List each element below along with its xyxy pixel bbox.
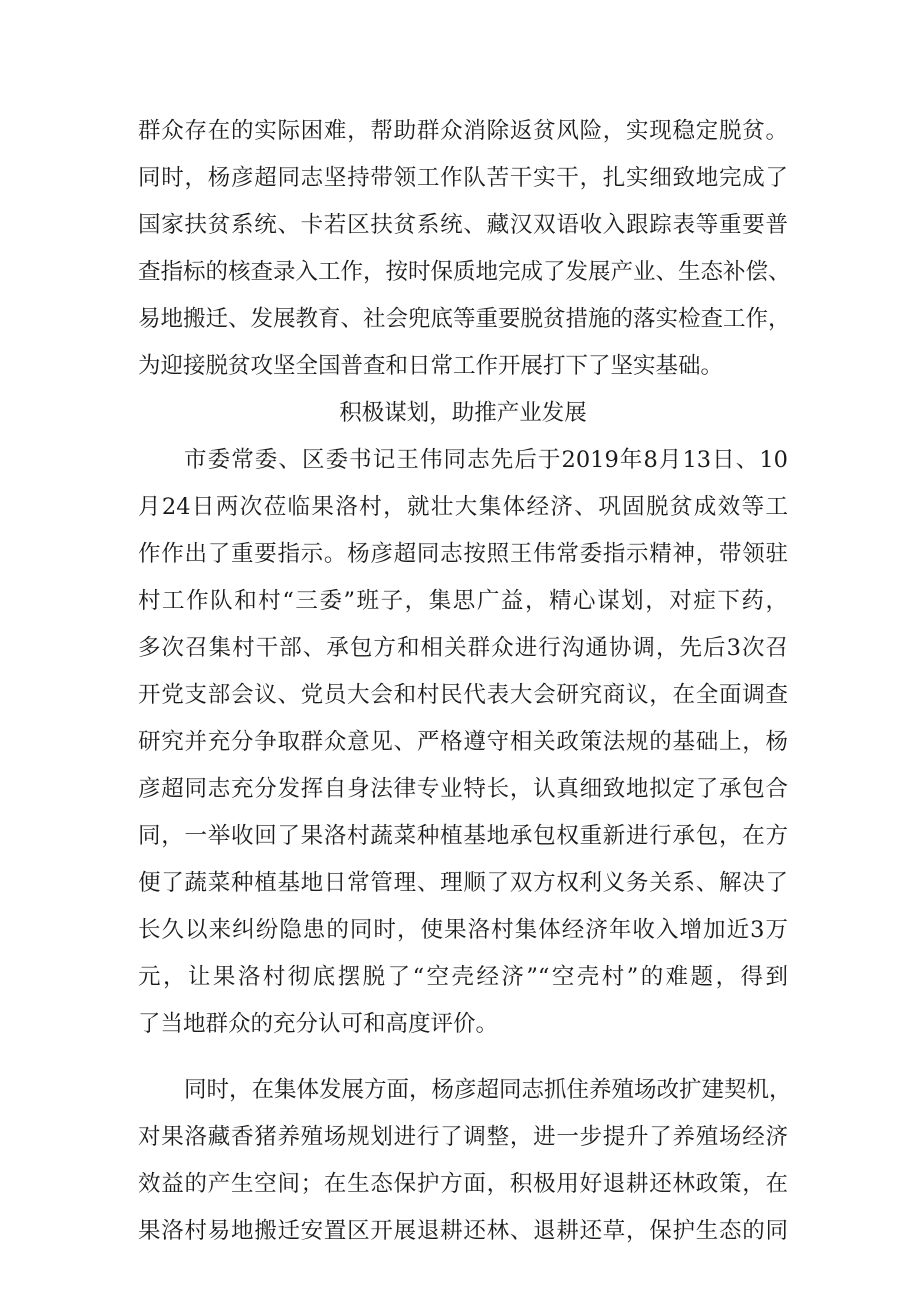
text-line-21: 同时，在集体发展方面，杨彦超同志抓住养殖场改扩建契机， xyxy=(184,1077,792,1103)
text-line-17: 便了蔬菜种植基地日常管理、理顺了双方权利义务关系、解决了 xyxy=(138,870,788,896)
text-line-15: 彦超同志充分发挥自身法律专业特长，认真细致地拟定了承包合 xyxy=(138,776,788,802)
text-line-8: 市委常委、区委书记王伟同志先后于2019年8月13日、10 xyxy=(184,447,788,473)
section-heading: 积极谋划，助推产业发展 xyxy=(339,400,587,426)
text-line-9: 月24日两次莅临果洛村，就壮大集体经济、巩固脱贫成效等工 xyxy=(138,494,788,520)
text-line-18: 长久以来纠纷隐患的同时，使果洛村集体经济年收入增加近3万 xyxy=(138,917,788,943)
text-line-16: 同，一举收回了果洛村蔬菜种植基地承包权重新进行承包，在方 xyxy=(138,823,788,849)
text-line-2: 同时，杨彦超同志坚持带领工作队苦干实干，扎实细致地完成了 xyxy=(138,165,788,191)
text-line-10: 作作出了重要指示。杨彦超同志按照王伟常委指示精神，带领驻 xyxy=(138,541,788,567)
text-line-13: 开党支部会议、党员大会和村民代表大会研究商议，在全面调查 xyxy=(138,682,788,708)
text-line-12: 多次召集村干部、承包方和相关群众进行沟通协调，先后3次召 xyxy=(138,635,788,661)
text-line-20: 了当地群众的充分认可和高度评价。 xyxy=(138,1011,499,1037)
text-line-4: 查指标的核查录入工作，按时保质地完成了发展产业、生态补偿、 xyxy=(138,259,791,285)
text-line-22: 对果洛藏香猪养殖场规划进行了调整，进一步提升了养殖场经济 xyxy=(138,1124,788,1150)
text-line-6: 为迎接脱贫攻坚全国普查和日常工作开展打下了坚实基础。 xyxy=(138,353,724,379)
text-line-11: 村工作队和村“三委”班子，集思广益，精心谋划，对症下药， xyxy=(138,588,788,614)
text-line-24: 果洛村易地搬迁安置区开展退耕还林、退耕还草，保护生态的同 xyxy=(138,1218,788,1244)
text-line-5: 易地搬迁、发展教育、社会兜底等重要脱贫措施的落实检查工作， xyxy=(138,306,791,332)
text-line-1: 群众存在的实际困难，帮助群众消除返贫风险，实现稳定脱贫。 xyxy=(138,118,788,144)
text-line-3: 国家扶贫系统、卡若区扶贫系统、藏汉双语收入跟踪表等重要普 xyxy=(138,212,788,238)
text-line-14: 研究并充分争取群众意见、严格遵守相关政策法规的基础上，杨 xyxy=(138,729,788,755)
text-line-19: 元，让果洛村彻底摆脱了“空壳经济”“空壳村”的难题，得到 xyxy=(138,964,788,990)
text-line-23: 效益的产生空间；在生态保护方面，积极用好退耕还林政策，在 xyxy=(138,1171,788,1197)
